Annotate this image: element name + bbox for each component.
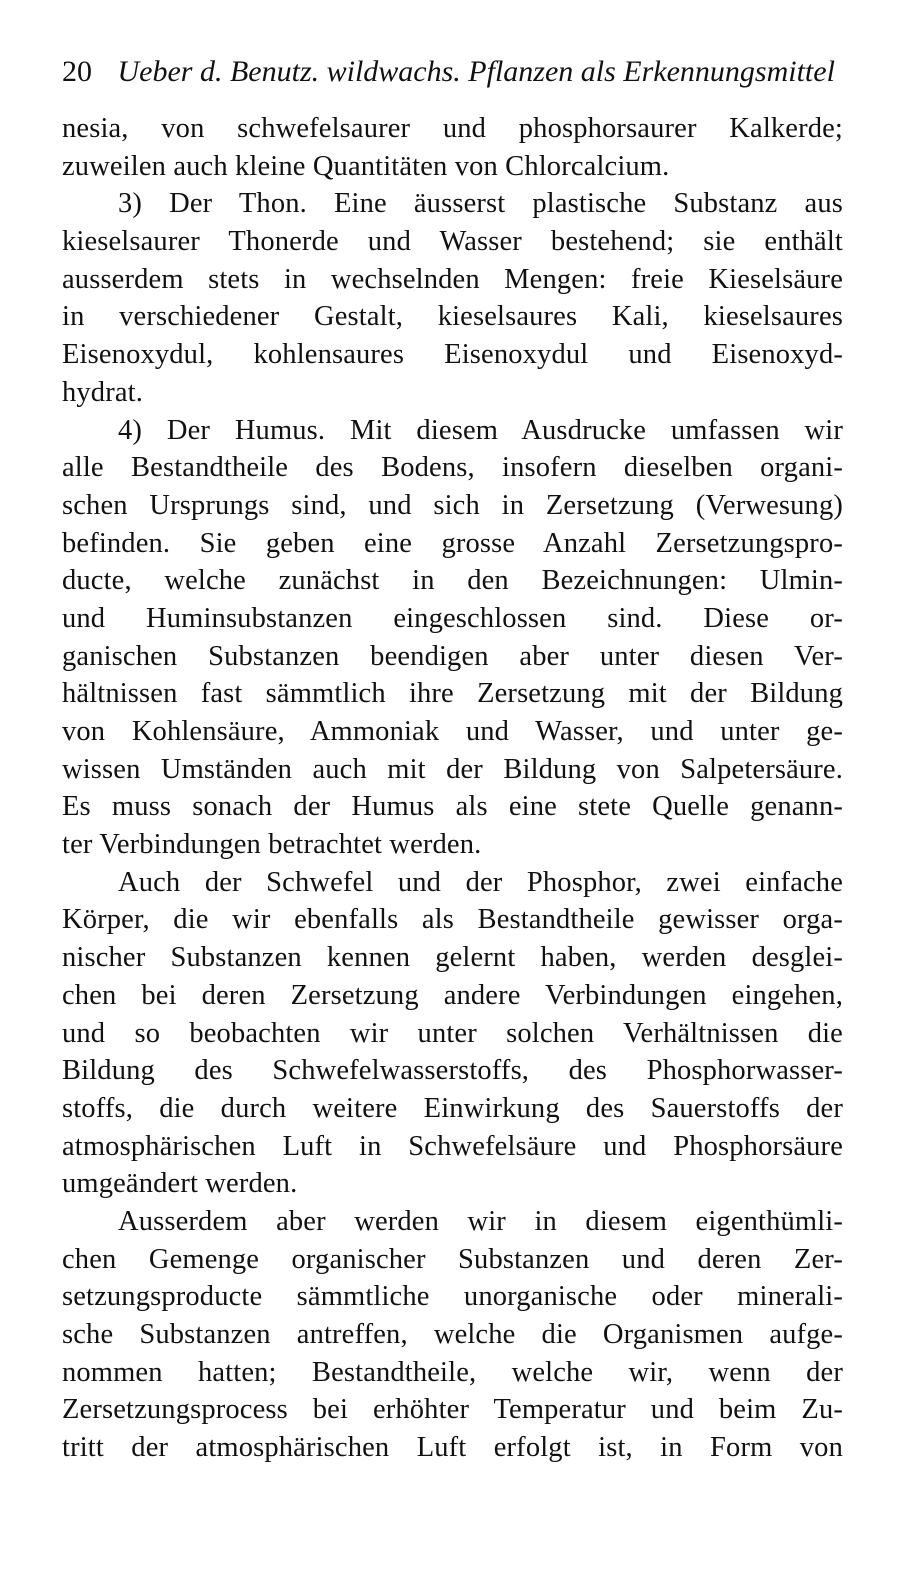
- text-line: 3) Der Thon. Eine äusserst plastische Substanz aus: [118, 188, 843, 220]
- text-line: ducte, welche zunächst in den Bezeichnungen: Ulmin-: [62, 565, 843, 597]
- text-line: Bildung des Schwefelwasserstoffs, des Phosphorwasser-: [62, 1055, 843, 1087]
- text-line: sche Substanzen antreffen, welche die Organismen aufge-: [62, 1319, 843, 1350]
- text-line: schen Ursprungs sind, und sich in Zersetzung (Verwesung): [62, 489, 843, 521]
- text-line: und so beobachten wir unter solchen Verhältnissen die: [62, 1017, 843, 1049]
- text-line: nesia, von schwefelsaurer und phosphorsaurer Kalkerde;: [62, 113, 843, 144]
- text-line: ter Verbindungen betrachtet werden.: [62, 829, 482, 861]
- text-line: befinden. Sie geben eine grosse Anzahl Zersetzungspro-: [62, 527, 843, 559]
- text-line: Auch der Schwefel und der Phosphor, zwei einfache: [118, 866, 843, 898]
- running-head: Ueber d. Benutz. wildwachs. Pflanzen als Erkennungsmittel: [117, 55, 835, 88]
- text-line: Eisenoxydul, kohlensaures Eisenoxydul und Eisenoxyd-: [62, 339, 843, 371]
- page-number: 20: [62, 55, 92, 88]
- text-line: ausserdem stets in wechselnden Mengen: freie Kieselsäure: [62, 263, 843, 295]
- text-line: nommen hatten; Bestandtheile, welche wir, wenn der: [62, 1356, 843, 1388]
- text-line: stoffs, die durch weitere Einwirkung des Sauerstoffs der: [62, 1092, 843, 1124]
- text-line: tritt der atmosphärischen Luft erfolgt ist, in Form von: [62, 1432, 843, 1464]
- text-line: hydrat.: [62, 376, 143, 408]
- text-line: und Huminsubstanzen eingeschlossen sind. Diese or-: [62, 602, 843, 634]
- text-line: wissen Umständen auch mit der Bildung von Salpetersäure.: [62, 753, 843, 785]
- page-header: [62, 52, 842, 92]
- text-line: atmosphärischen Luft in Schwefelsäure und Phosphorsäure: [62, 1130, 843, 1162]
- text-line: Körper, die wir ebenfalls als Bestandtheile gewisser orga-: [62, 904, 843, 936]
- text-line: setzungsproducte sämmtliche unorganische oder minerali-: [62, 1281, 843, 1313]
- text-line: kieselsaurer Thonerde und Wasser bestehend; sie enthält: [62, 226, 843, 258]
- text-line: chen bei deren Zersetzung andere Verbindungen eingehen,: [62, 979, 843, 1011]
- text-line: Ausserdem aber werden wir in diesem eigenthümli-: [118, 1205, 843, 1237]
- text-line: nischer Substanzen kennen gelernt haben, werden desglei-: [62, 942, 843, 974]
- text-line: von Kohlensäure, Ammoniak und Wasser, und unter ge-: [62, 716, 843, 747]
- text-line: Es muss sonach der Humus als eine stete Quelle genann-: [62, 791, 843, 823]
- text-line: zuweilen auch kleine Quantitäten von Chlorcalcium.: [62, 150, 670, 182]
- text-line: in verschiedener Gestalt, kieselsaures Kali, kieselsaures: [62, 301, 843, 333]
- body-text: [62, 110, 843, 1467]
- text-line: hältnissen fast sämmtlich ihre Zersetzung mit der Bildung: [62, 678, 843, 710]
- text-line: 4) Der Humus. Mit diesem Ausdrucke umfassen wir: [118, 414, 843, 446]
- text-line: ganischen Substanzen beendigen aber unter diesen Ver-: [62, 640, 843, 672]
- text-line: chen Gemenge organischer Substanzen und deren Zer-: [62, 1243, 843, 1275]
- text-line: alle Bestandtheile des Bodens, insofern dieselben organi-: [62, 452, 843, 484]
- text-line: umgeändert werden.: [62, 1168, 298, 1200]
- text-line: Zersetzungsprocess bei erhöhter Temperatur und beim Zu-: [62, 1394, 843, 1426]
